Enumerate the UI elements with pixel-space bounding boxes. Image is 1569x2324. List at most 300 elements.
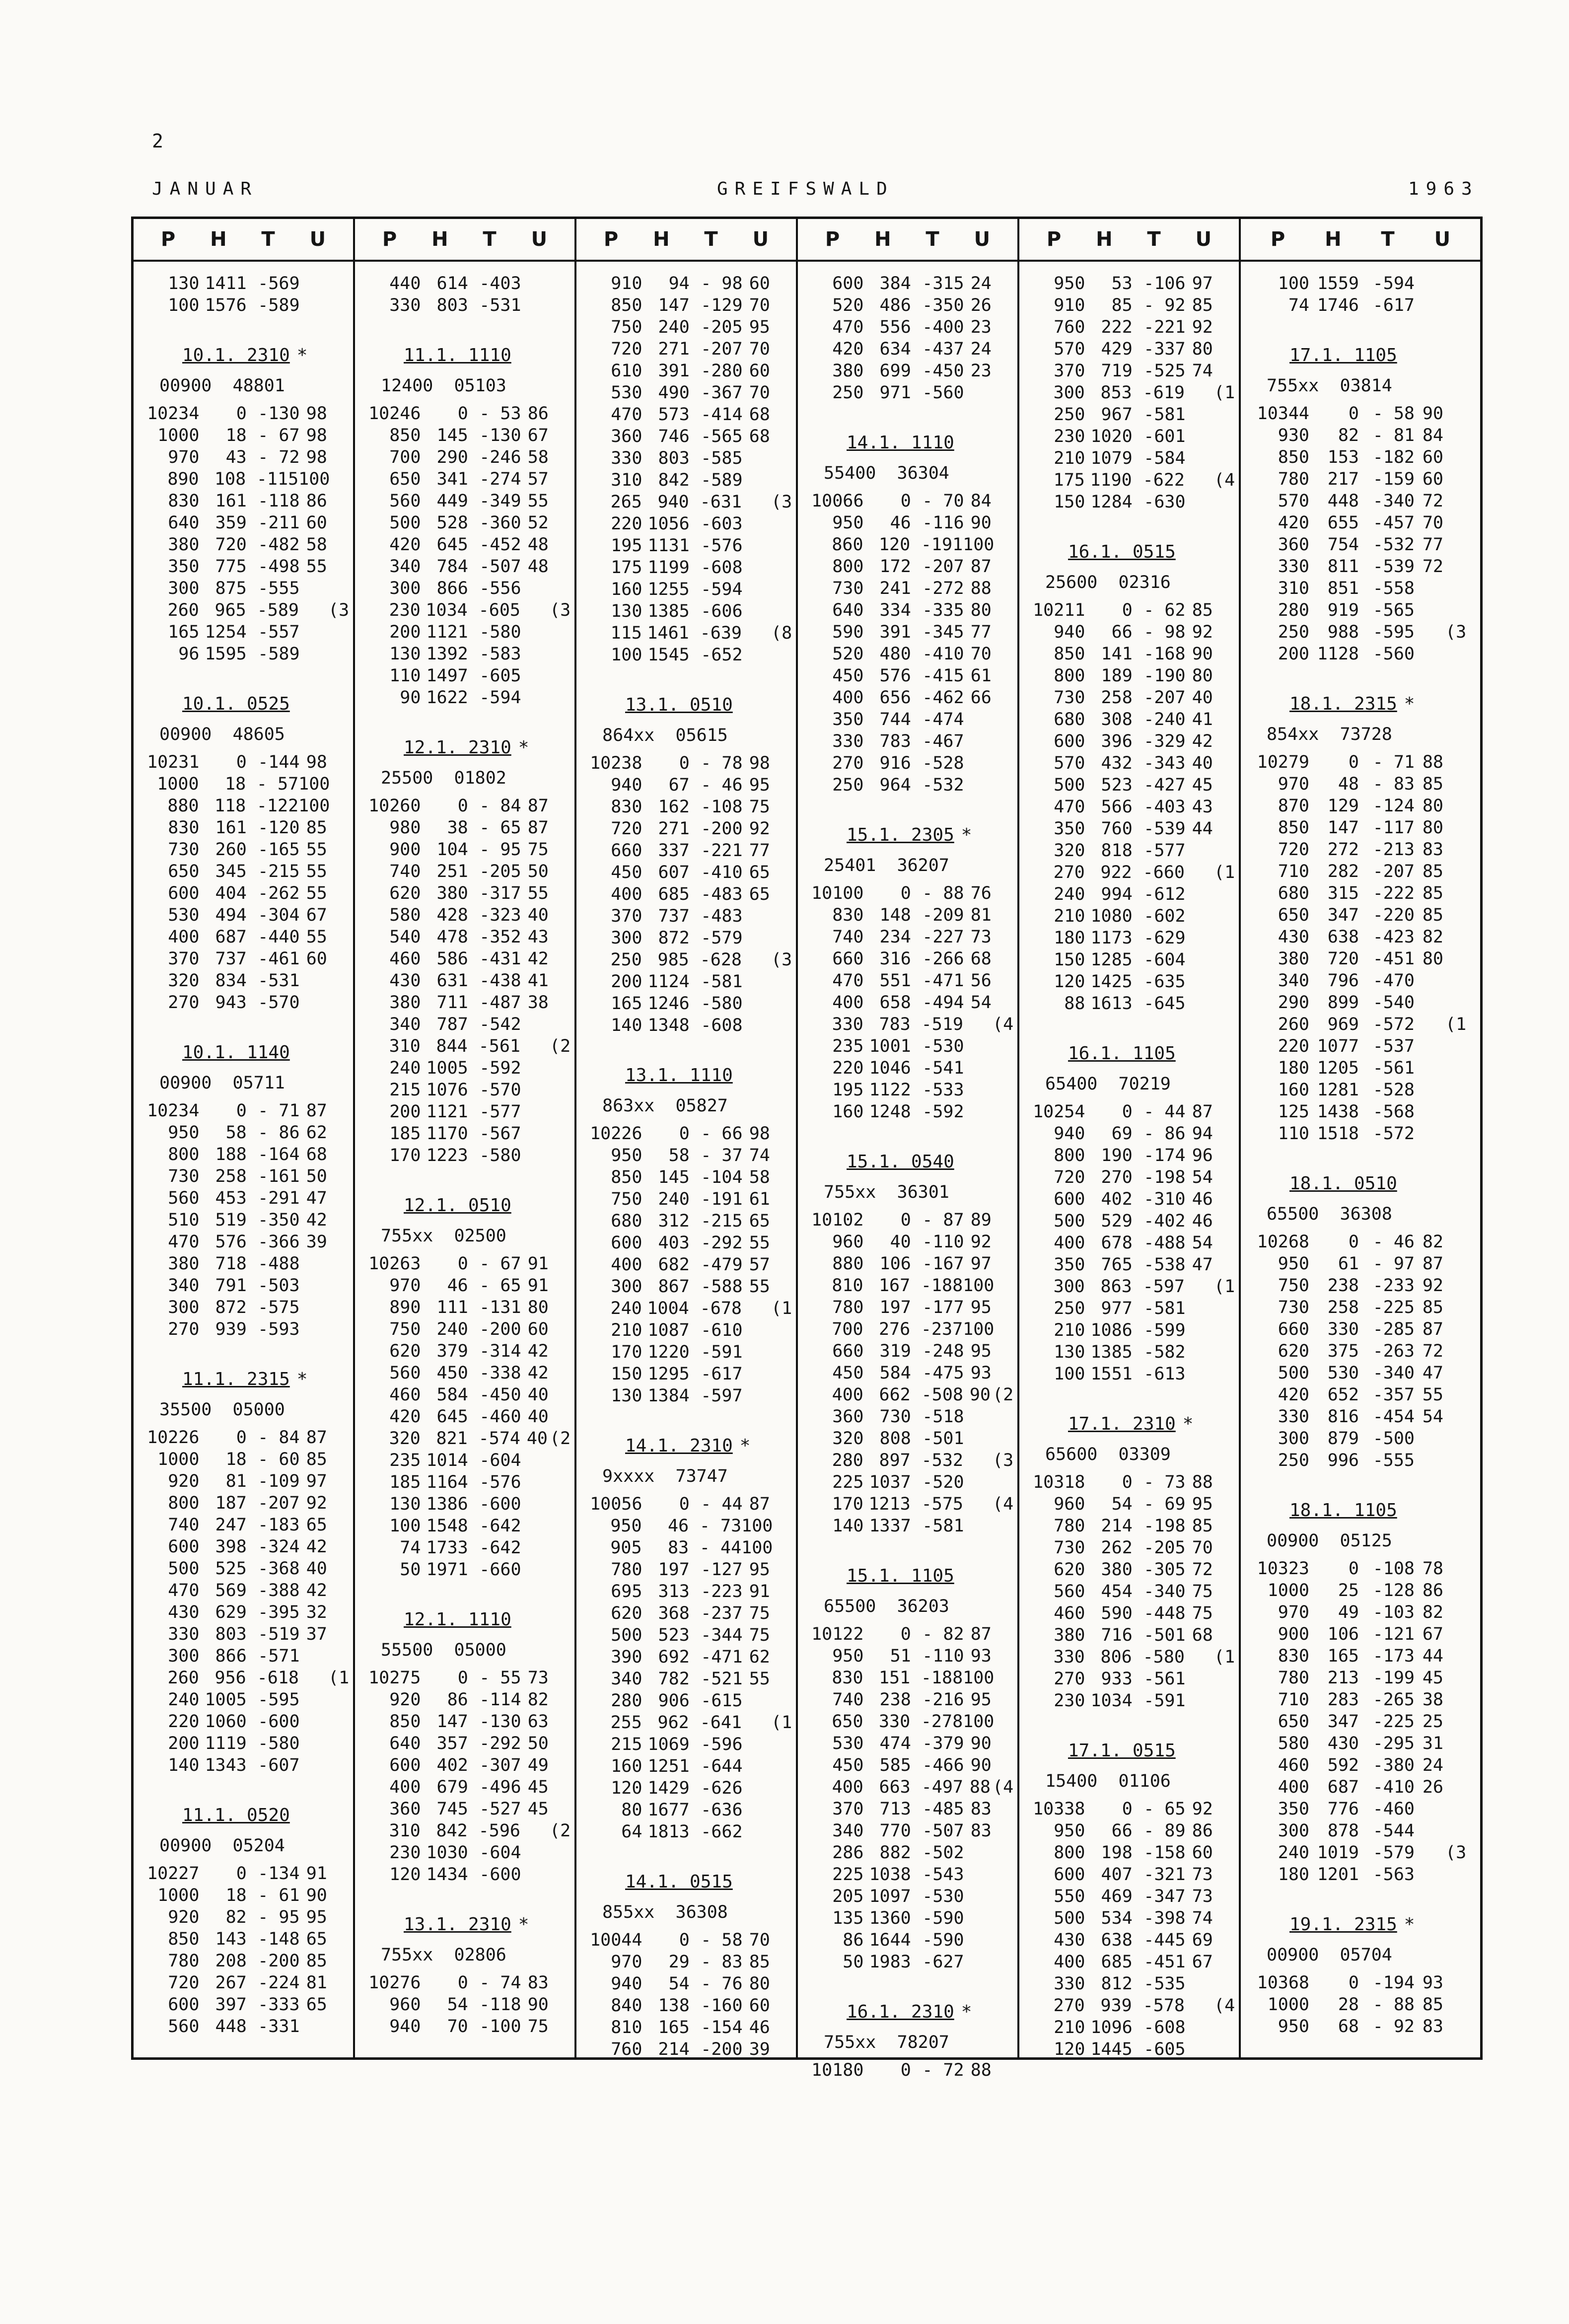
height-cell: 260 bbox=[215, 840, 247, 860]
humidity-cell: 98 bbox=[306, 447, 327, 467]
height-cell: 1576 bbox=[205, 295, 247, 315]
pressure-cell: 450 bbox=[611, 863, 642, 882]
temperature-cell: -578 bbox=[1142, 1996, 1185, 2016]
pressure-cell: 64 bbox=[621, 1822, 642, 1842]
humidity-cell bbox=[1186, 491, 1213, 513]
height-cell: 1644 bbox=[869, 1930, 911, 1950]
height-cell: 1385 bbox=[647, 601, 690, 621]
table-row bbox=[807, 316, 1012, 338]
table-row bbox=[807, 1340, 1012, 1362]
note-cell bbox=[549, 556, 570, 578]
note-cell bbox=[1443, 1754, 1465, 1776]
humidity-cell bbox=[1185, 1995, 1212, 2017]
temperature-cell: -263 bbox=[1372, 1341, 1415, 1361]
humidity-cell bbox=[521, 1057, 549, 1079]
note-cell bbox=[770, 1777, 791, 1799]
table-row bbox=[143, 1100, 348, 1122]
note-cell bbox=[992, 687, 1012, 709]
height-cell: 1429 bbox=[647, 1778, 690, 1798]
header-year: 1963 bbox=[1408, 179, 1479, 199]
pressure-cell: 330 bbox=[832, 1015, 863, 1034]
table-row bbox=[1028, 1820, 1234, 1842]
humidity-cell: 90 bbox=[306, 1886, 327, 1905]
humidity-cell bbox=[743, 1734, 770, 1755]
header-p: P bbox=[603, 228, 619, 251]
height-cell: 357 bbox=[436, 1734, 468, 1753]
height-cell: 1677 bbox=[647, 1800, 690, 1820]
table-row bbox=[143, 403, 348, 425]
sounding-date-time bbox=[1250, 338, 1475, 373]
note-cell bbox=[1213, 993, 1234, 1015]
temperature-cell: - 98 bbox=[1143, 622, 1186, 642]
pressure-cell: 780 bbox=[611, 1560, 642, 1580]
pressure-cell: 10226 bbox=[147, 1428, 200, 1448]
humidity-cell bbox=[1186, 883, 1213, 905]
sounding-code: 864xx 05615 bbox=[602, 726, 728, 745]
humidity-cell bbox=[1186, 426, 1213, 447]
table-row bbox=[143, 468, 348, 490]
height-cell: 106 bbox=[1327, 1624, 1359, 1644]
height-cell: 1384 bbox=[647, 1386, 690, 1406]
table-row bbox=[585, 2017, 791, 2038]
table-row bbox=[1028, 491, 1234, 513]
note-cell bbox=[770, 316, 791, 338]
pressure-cell: 175 bbox=[1053, 470, 1085, 490]
temperature-cell: - 84 bbox=[258, 1428, 300, 1448]
height-cell: 607 bbox=[658, 863, 690, 882]
height-cell: 490 bbox=[658, 383, 690, 403]
pressure-cell: 850 bbox=[168, 1929, 200, 1949]
height-cell: 0 bbox=[1348, 1973, 1359, 1993]
table-row bbox=[585, 1559, 791, 1581]
height-cell: 730 bbox=[879, 1407, 911, 1427]
note-cell bbox=[770, 1363, 791, 1385]
temperature-cell: -118 bbox=[258, 491, 300, 511]
humidity-cell: 50 bbox=[527, 862, 549, 881]
humidity-cell: 83 bbox=[527, 1973, 549, 1993]
column-header bbox=[355, 219, 574, 262]
height-cell: 629 bbox=[215, 1602, 247, 1622]
pressure-cell: 730 bbox=[168, 840, 200, 860]
sounding-code: 755xx 02500 bbox=[381, 1226, 506, 1246]
height-cell: 165 bbox=[658, 2018, 690, 2037]
height-cell: 803 bbox=[658, 448, 690, 468]
temperature-cell: - 86 bbox=[258, 1123, 300, 1143]
table-row bbox=[1250, 1667, 1475, 1689]
humidity-cell bbox=[1415, 1123, 1443, 1145]
temperature-cell: -366 bbox=[258, 1232, 300, 1252]
sounding-star-mark: * bbox=[1404, 694, 1415, 714]
note-cell bbox=[1443, 1101, 1465, 1123]
humidity-cell: 87 bbox=[306, 1428, 327, 1448]
height-cell: 787 bbox=[436, 1015, 468, 1034]
height-cell: 0 bbox=[1122, 1799, 1133, 1819]
note-cell bbox=[1213, 1886, 1234, 1907]
height-cell: 994 bbox=[1101, 884, 1133, 904]
table-row bbox=[585, 600, 791, 622]
humidity-cell: 95 bbox=[306, 1907, 327, 1927]
temperature-cell: -131 bbox=[479, 1298, 521, 1317]
pressure-cell: 300 bbox=[1053, 1277, 1085, 1297]
temperature-cell: -106 bbox=[1143, 274, 1186, 293]
humidity-cell: 83 bbox=[1422, 2017, 1443, 2036]
temperature-cell: -467 bbox=[922, 731, 964, 751]
pressure-cell: 160 bbox=[611, 1756, 642, 1776]
temperature-cell: - 44 bbox=[699, 1538, 742, 1558]
note-cell bbox=[327, 1885, 348, 1906]
pressure-cell: 140 bbox=[832, 1516, 864, 1536]
table-row bbox=[143, 2016, 348, 2037]
table-column-6 bbox=[1241, 219, 1480, 2057]
table-row bbox=[585, 294, 791, 316]
note-cell bbox=[1443, 1253, 1465, 1275]
table-row bbox=[585, 1777, 791, 1799]
pressure-cell: 10368 bbox=[1257, 1973, 1309, 1993]
humidity-cell: 41 bbox=[1192, 710, 1213, 729]
temperature-cell: -607 bbox=[258, 1755, 300, 1775]
temperature-cell: -597 bbox=[701, 1386, 743, 1406]
humidity-cell: 58 bbox=[527, 447, 549, 467]
note-cell bbox=[992, 1733, 1012, 1754]
section-spacer bbox=[807, 1123, 1012, 1145]
height-cell: 18 bbox=[225, 774, 246, 794]
height-cell: 638 bbox=[1101, 1930, 1133, 1950]
pressure-cell: 470 bbox=[168, 1232, 200, 1252]
height-cell: 341 bbox=[436, 469, 468, 489]
pressure-cell: 850 bbox=[1278, 447, 1309, 467]
humidity-cell: 95 bbox=[749, 775, 770, 795]
table-row bbox=[585, 1276, 791, 1298]
humidity-cell: 70 bbox=[749, 383, 770, 403]
temperature-cell: -482 bbox=[258, 535, 300, 555]
temperature-cell: -240 bbox=[1143, 710, 1186, 729]
note-cell bbox=[549, 1972, 570, 1994]
pressure-cell: 135 bbox=[832, 1908, 864, 1928]
table-row bbox=[585, 1298, 791, 1319]
sounding-date: 18.1. 2315 bbox=[1289, 694, 1397, 714]
height-cell: 1069 bbox=[647, 1735, 690, 1754]
table-row bbox=[1250, 1406, 1475, 1428]
height-cell: 663 bbox=[879, 1777, 911, 1797]
note-cell bbox=[549, 468, 570, 490]
humidity-cell bbox=[1186, 840, 1213, 862]
height-cell: 863 bbox=[1100, 1277, 1132, 1297]
sounding-date-time bbox=[807, 818, 1012, 853]
height-cell: 872 bbox=[215, 1298, 247, 1317]
note-cell bbox=[1443, 1406, 1465, 1428]
humidity-cell: 76 bbox=[970, 883, 992, 903]
height-cell: 806 bbox=[1100, 1647, 1132, 1667]
note-cell bbox=[1213, 294, 1234, 316]
height-cell: 933 bbox=[1101, 1669, 1133, 1689]
height-cell: 1001 bbox=[869, 1036, 911, 1056]
height-cell: 882 bbox=[879, 1843, 911, 1863]
note-cell bbox=[1443, 468, 1465, 490]
temperature-cell: -225 bbox=[1372, 1712, 1415, 1732]
humidity-cell: 55 bbox=[306, 840, 327, 860]
humidity-cell bbox=[743, 1363, 770, 1385]
sounding-date-time bbox=[1250, 1166, 1475, 1201]
table-row bbox=[1028, 993, 1234, 1015]
note-cell bbox=[327, 904, 348, 926]
humidity-cell: 89 bbox=[970, 1210, 992, 1230]
humidity-cell: 60 bbox=[1422, 447, 1443, 467]
note-cell bbox=[770, 469, 791, 491]
humidity-cell: 82 bbox=[1422, 927, 1443, 947]
note-cell bbox=[549, 1318, 570, 1340]
humidity-cell: 44 bbox=[1192, 819, 1213, 839]
note-cell bbox=[770, 1799, 791, 1821]
note-cell bbox=[1443, 1972, 1465, 1994]
table-row bbox=[585, 1712, 791, 1734]
table-row bbox=[1028, 862, 1234, 883]
pressure-cell: 400 bbox=[1054, 1952, 1085, 1972]
note-cell: (1 bbox=[1214, 383, 1235, 403]
height-cell: 711 bbox=[436, 993, 468, 1013]
pressure-cell: 510 bbox=[168, 1210, 200, 1230]
temperature-cell: -605 bbox=[479, 666, 521, 686]
table-row bbox=[364, 1493, 570, 1515]
humidity-cell: 61 bbox=[749, 1189, 770, 1209]
note-cell bbox=[1443, 1994, 1465, 2016]
pressure-cell: 210 bbox=[1054, 906, 1085, 926]
table-row bbox=[143, 795, 348, 817]
height-cell: 1248 bbox=[869, 1102, 911, 1122]
height-cell: 1613 bbox=[1090, 994, 1133, 1014]
humidity-cell: 24 bbox=[970, 274, 992, 293]
note-cell bbox=[549, 621, 570, 643]
table-row bbox=[585, 1166, 791, 1188]
humidity-cell: 85 bbox=[1192, 1516, 1213, 1536]
pressure-cell: 920 bbox=[168, 1907, 200, 1927]
note-cell bbox=[327, 1144, 348, 1165]
header-t: T bbox=[1147, 228, 1161, 251]
temperature-cell: -367 bbox=[701, 383, 743, 403]
humidity-cell bbox=[743, 535, 770, 557]
height-cell: 853 bbox=[1100, 383, 1132, 403]
height-cell: 222 bbox=[1101, 317, 1133, 337]
table-row bbox=[143, 556, 348, 578]
humidity-cell: 61 bbox=[970, 666, 992, 686]
table-row bbox=[585, 818, 791, 840]
height-cell: 81 bbox=[225, 1471, 247, 1491]
pressure-cell: 50 bbox=[843, 1952, 864, 1972]
temperature-cell: - 62 bbox=[1143, 600, 1186, 620]
humidity-cell: 98 bbox=[749, 753, 770, 773]
temperature-cell: -599 bbox=[1143, 1320, 1186, 1340]
table-row bbox=[807, 1951, 1012, 1973]
column-body bbox=[798, 262, 1017, 2081]
note-cell bbox=[327, 1928, 348, 1950]
note-cell bbox=[327, 1492, 348, 1514]
humidity-cell bbox=[743, 600, 770, 622]
height-cell: 1087 bbox=[647, 1320, 690, 1340]
sounding-code: 25500 01802 bbox=[381, 768, 506, 788]
pressure-cell: 320 bbox=[389, 1429, 421, 1449]
note-cell bbox=[327, 1514, 348, 1536]
height-cell: 1213 bbox=[868, 1494, 911, 1514]
table-row bbox=[807, 578, 1012, 599]
pressure-cell: 440 bbox=[389, 274, 421, 293]
table-row bbox=[143, 1558, 348, 1580]
height-cell: 1005 bbox=[205, 1690, 247, 1710]
humidity-cell: 31 bbox=[1422, 1734, 1443, 1753]
height-cell: 162 bbox=[658, 797, 690, 817]
humidity-cell: 65 bbox=[306, 1995, 327, 2015]
note-cell bbox=[327, 773, 348, 795]
table-row bbox=[1250, 403, 1475, 425]
pressure-cell: 830 bbox=[168, 491, 200, 511]
height-cell: 1004 bbox=[647, 1299, 689, 1318]
height-cell: 108 bbox=[214, 469, 246, 489]
temperature-cell: -315 bbox=[922, 274, 964, 293]
humidity-cell: 97 bbox=[970, 1254, 992, 1274]
humidity-cell bbox=[300, 992, 327, 1014]
height-cell: 46 bbox=[668, 1516, 689, 1536]
table-row bbox=[1028, 447, 1234, 469]
height-cell: 402 bbox=[436, 1755, 468, 1775]
height-cell: 775 bbox=[215, 557, 247, 577]
pressure-cell: 210 bbox=[1054, 1320, 1085, 1340]
humidity-cell bbox=[742, 949, 769, 971]
temperature-cell: -544 bbox=[1372, 1821, 1415, 1841]
table-row bbox=[1250, 1340, 1475, 1362]
pressure-cell: 530 bbox=[168, 905, 200, 925]
humidity-cell bbox=[521, 1493, 549, 1515]
humidity-cell bbox=[300, 1711, 327, 1733]
pressure-cell: 830 bbox=[832, 905, 864, 925]
pressure-cell: 360 bbox=[832, 1407, 864, 1427]
height-cell: 379 bbox=[436, 1341, 468, 1361]
pressure-cell: 400 bbox=[832, 993, 864, 1013]
header-p: P bbox=[160, 228, 176, 251]
height-cell: 397 bbox=[215, 1995, 247, 2015]
note-cell bbox=[992, 1231, 1012, 1253]
humidity-cell: 77 bbox=[970, 622, 992, 642]
header-h: H bbox=[210, 228, 227, 251]
header-p: P bbox=[825, 228, 840, 251]
height-cell: 1201 bbox=[1317, 1865, 1359, 1885]
pressure-cell: 100 bbox=[1278, 274, 1309, 293]
humidity-cell: 46 bbox=[749, 2018, 770, 2037]
height-cell: 866 bbox=[436, 579, 468, 598]
pressure-cell: 120 bbox=[389, 1865, 421, 1885]
table-row bbox=[143, 1906, 348, 1928]
note-cell bbox=[327, 861, 348, 882]
height-cell: 1119 bbox=[205, 1734, 247, 1753]
height-cell: 922 bbox=[1100, 863, 1132, 882]
table-row bbox=[364, 1471, 570, 1493]
temperature-cell: -483 bbox=[701, 884, 743, 904]
note-cell bbox=[1443, 1318, 1465, 1340]
pressure-cell: 235 bbox=[832, 1036, 864, 1056]
temperature-cell: - 81 bbox=[1372, 426, 1415, 445]
pressure-cell: 880 bbox=[832, 1254, 864, 1274]
pressure-cell: 700 bbox=[389, 447, 421, 467]
sounding-star-mark: * bbox=[518, 737, 529, 758]
pressure-cell: 610 bbox=[611, 361, 642, 381]
height-cell: 879 bbox=[1327, 1429, 1359, 1449]
temperature-cell: - 65 bbox=[479, 818, 521, 838]
pressure-cell: 940 bbox=[611, 775, 642, 795]
temperature-cell: -635 bbox=[1143, 972, 1186, 992]
section-spacer bbox=[364, 709, 570, 730]
note-cell bbox=[327, 1733, 348, 1754]
table-row bbox=[143, 1645, 348, 1667]
height-cell: 834 bbox=[215, 971, 247, 991]
height-cell: 1096 bbox=[1090, 2018, 1133, 2037]
height-cell: 282 bbox=[1327, 862, 1359, 881]
pressure-cell: 185 bbox=[389, 1472, 421, 1492]
note-cell bbox=[1443, 1123, 1465, 1145]
sounding-code: 25600 02316 bbox=[1045, 573, 1171, 592]
header-h: H bbox=[431, 228, 448, 251]
note-cell bbox=[770, 1646, 791, 1668]
temperature-cell: -541 bbox=[922, 1058, 964, 1078]
sounding-date-time bbox=[1028, 535, 1234, 570]
height-cell: 0 bbox=[236, 1101, 247, 1121]
sounding-code: 755xx 03814 bbox=[1267, 376, 1392, 396]
note-cell bbox=[992, 1754, 1012, 1776]
table-row bbox=[364, 1733, 570, 1754]
temperature-cell: -555 bbox=[1372, 1451, 1415, 1470]
table-row bbox=[143, 1122, 348, 1144]
note-cell bbox=[1213, 1298, 1234, 1319]
sounding-date: 13.1. 0510 bbox=[625, 695, 733, 715]
humidity-cell: 95 bbox=[749, 1560, 770, 1580]
temperature-cell: -531 bbox=[258, 971, 300, 991]
temperature-cell: -154 bbox=[701, 2018, 743, 2037]
table-row bbox=[585, 338, 791, 360]
height-cell: 1097 bbox=[869, 1887, 911, 1906]
height-cell: 454 bbox=[1101, 1582, 1133, 1601]
pressure-cell: 680 bbox=[1054, 710, 1085, 729]
table-row bbox=[1250, 1711, 1475, 1733]
table-row bbox=[807, 1842, 1012, 1864]
table-row bbox=[807, 948, 1012, 970]
table-row bbox=[807, 556, 1012, 578]
height-cell: 187 bbox=[215, 1493, 247, 1513]
note-cell bbox=[1213, 1973, 1234, 1995]
pressure-cell: 400 bbox=[168, 927, 200, 947]
humidity-cell: 63 bbox=[527, 1712, 549, 1732]
table-row bbox=[1028, 316, 1234, 338]
height-cell: 573 bbox=[658, 405, 690, 425]
pressure-cell: 300 bbox=[389, 579, 421, 598]
humidity-cell: 73 bbox=[1192, 1865, 1213, 1885]
table-row bbox=[143, 1297, 348, 1318]
column-body bbox=[1241, 262, 1480, 2037]
note-cell bbox=[327, 578, 348, 599]
pressure-cell: 620 bbox=[1278, 1341, 1309, 1361]
temperature-cell: -508 bbox=[921, 1385, 963, 1405]
sounding-star-mark: * bbox=[518, 1914, 529, 1935]
height-cell: 1086 bbox=[1090, 1320, 1133, 1340]
table-row bbox=[1250, 273, 1475, 294]
humidity-cell: 84 bbox=[1422, 426, 1443, 445]
temperature-cell: -124 bbox=[1372, 796, 1415, 816]
humidity-cell bbox=[743, 1690, 770, 1712]
temperature-cell: - 83 bbox=[1372, 774, 1415, 794]
table-row bbox=[1028, 599, 1234, 621]
humidity-cell bbox=[521, 1559, 549, 1581]
note-cell bbox=[992, 490, 1012, 512]
temperature-cell: -403 bbox=[479, 274, 521, 293]
temperature-cell: -575 bbox=[921, 1494, 963, 1514]
table-row bbox=[807, 882, 1012, 904]
humidity-cell: 92 bbox=[1192, 622, 1213, 642]
pressure-cell: 850 bbox=[611, 1167, 642, 1187]
